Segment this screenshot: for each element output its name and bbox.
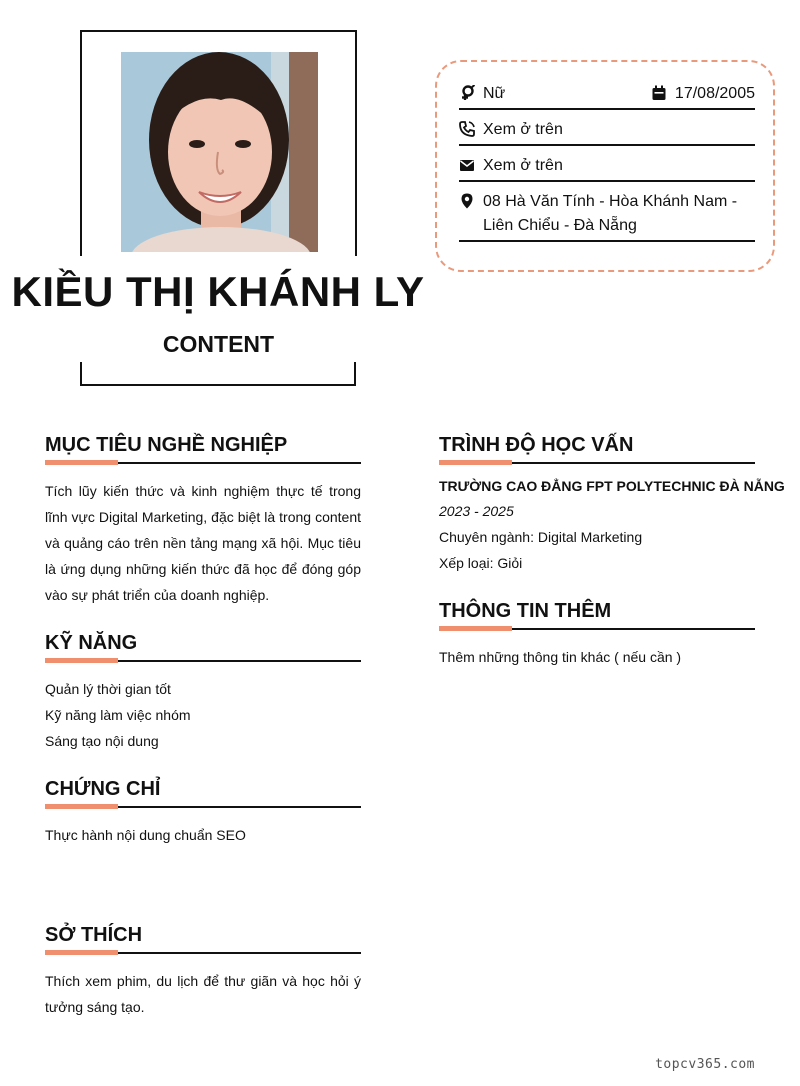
education-grade: Xếp loại: Giỏi: [439, 555, 523, 571]
section-divider: [439, 626, 755, 632]
section-divider: [45, 460, 361, 466]
section-education: [439, 432, 785, 576]
address-value: 08 Hà Văn Tính - Hòa Khánh Nam - Liên Chiểu - Đà Nẵng: [483, 193, 738, 234]
contact-row-phone: [459, 118, 755, 146]
section-divider: [45, 804, 361, 810]
education-period: 2023 - 2025: [439, 503, 514, 519]
section-title: TRÌNH ĐỘ HỌC VẤN: [439, 434, 634, 456]
section-divider: [439, 460, 755, 466]
phone-value: Xem ở trên: [483, 121, 563, 138]
education-major: Chuyên ngành: Digital Marketing: [439, 529, 643, 545]
section-title: KỸ NĂNG: [45, 632, 138, 654]
photo-frame-bottom: [80, 362, 356, 386]
section-title: SỞ THÍCH: [45, 924, 143, 946]
hobbies-text: Thích xem phim, du lịch để thư giãn và học hỏi ý tưởng sáng tạo.: [45, 973, 361, 1015]
extra-info-text: Thêm những thông tin khác ( nếu cần ): [439, 649, 682, 665]
phone-icon: [459, 121, 475, 137]
section-skills: [45, 630, 361, 754]
contact-box: [435, 60, 775, 272]
gender-icon: [459, 85, 475, 101]
gender-value: Nữ: [483, 85, 506, 102]
section-objective: [45, 432, 361, 608]
list-item: Quản lý thời gian tốt: [45, 681, 171, 697]
section-hobbies: [45, 922, 361, 1020]
calendar-icon: [651, 85, 667, 101]
section-divider: [45, 950, 361, 956]
section-title: CHỨNG CHỈ: [45, 778, 161, 800]
section-title: MỤC TIÊU NGHỀ NGHIỆP: [45, 434, 288, 456]
list-item: Sáng tạo nội dung: [45, 733, 159, 749]
section-extra-info: [439, 598, 755, 670]
profile-photo: [121, 52, 318, 252]
footer-watermark: topcv365.com: [655, 1057, 755, 1072]
school-name: TRƯỜNG CAO ĐẲNG FPT POLYTECHNIC ĐÀ NẴNG: [439, 478, 785, 494]
contact-row-gender-dob: [459, 82, 755, 110]
location-pin-icon: [459, 193, 475, 209]
dob-value: 17/08/2005: [674, 85, 755, 102]
objective-text: Tích lũy kiến thức và kinh nghiệm thực tế trong lĩnh vực Digital Marketing, đặc biệt là trong content và quảng cáo trên nền tảng mạng xã hội. Mục tiêu là ứng dụng những kiến thức đã học để đóng góp vào sự phát triển của doanh nghiệp.: [45, 483, 361, 603]
candidate-role: CONTENT: [162, 331, 275, 357]
contact-row-address: [459, 190, 755, 242]
list-item: Kỹ năng làm việc nhóm: [45, 707, 191, 723]
contact-row-email: [459, 154, 755, 182]
email-value: Xem ở trên: [483, 157, 563, 174]
section-certificates: [45, 776, 361, 848]
section-title: THÔNG TIN THÊM: [439, 600, 612, 622]
list-item: Thực hành nội dung chuẩn SEO: [45, 827, 246, 843]
section-divider: [45, 658, 361, 664]
envelope-icon: [459, 157, 475, 173]
candidate-name: KIỀU THỊ KHÁNH LY: [11, 268, 425, 315]
